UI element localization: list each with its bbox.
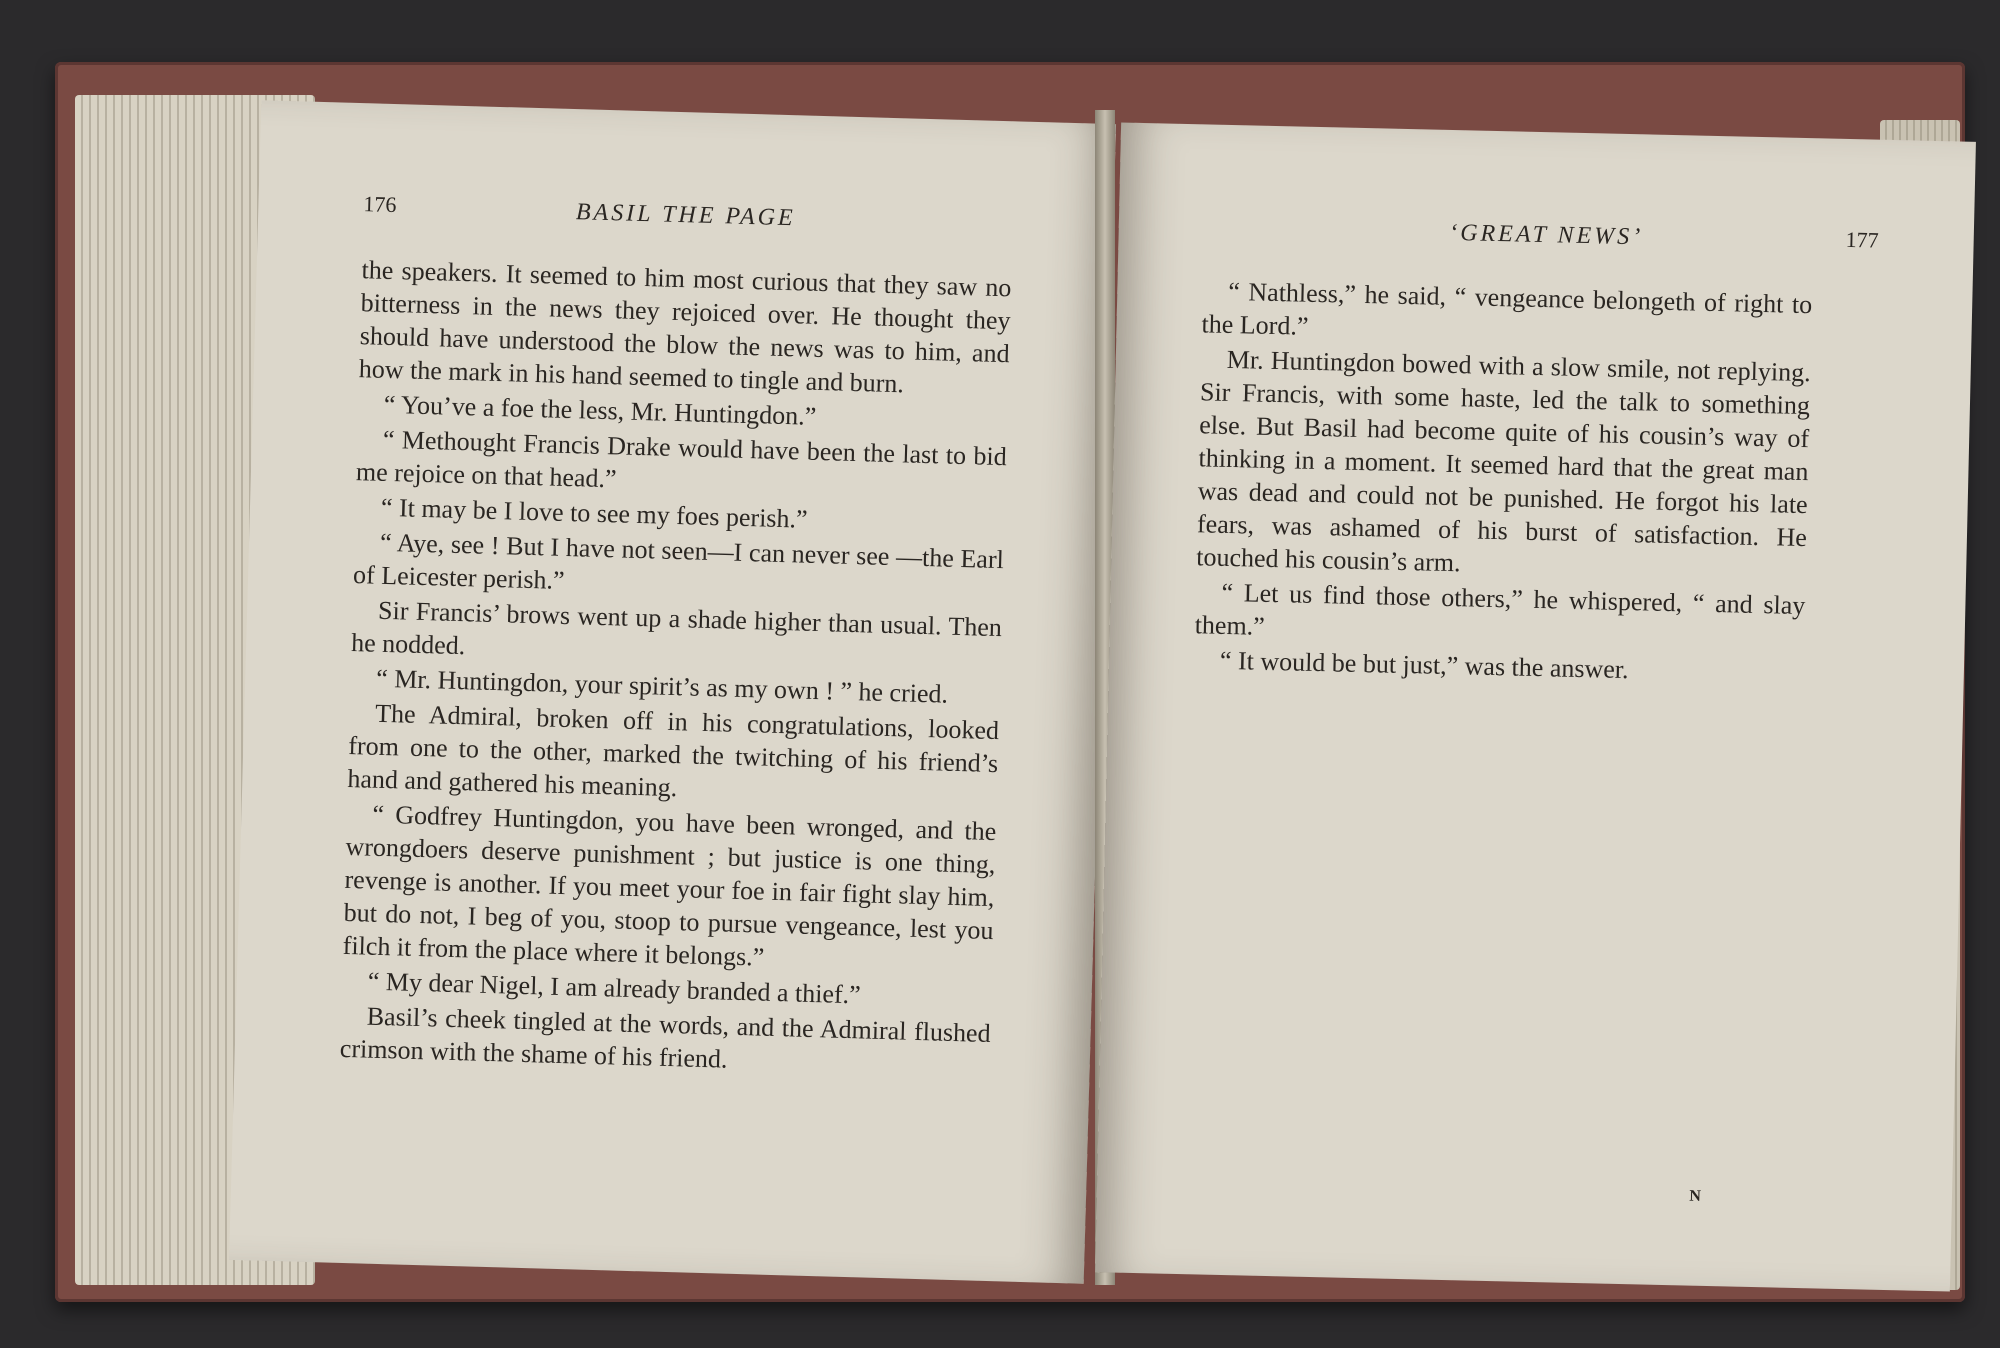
page-number: 176 bbox=[363, 191, 397, 218]
left-page-body bbox=[339, 253, 1011, 1085]
paragraph: Mr. Huntingdon bowed with a slow smile, not replying. Sir Francis, with some haste, led the talk to something else. But Basil had become quite of his cousin’s way of thinking in a moment. It seemed hard that the great man was dead and could not be punished. He forgot his late fears, was ashamed of his burst of satisfaction. He touched his cousin’s arm. bbox=[1195, 344, 1811, 578]
left-page-header bbox=[258, 188, 1114, 252]
paragraph: “ Aye, see ! But I have not seen—I can never see —the Earl of Leicester perish.” bbox=[352, 527, 1005, 595]
running-head: BASIL THE PAGE bbox=[575, 199, 797, 232]
page-number: 177 bbox=[1845, 226, 1879, 253]
paragraph: “ You’ve a foe the less, Mr. Huntingdon.” bbox=[383, 389, 817, 431]
signature-mark: N bbox=[1689, 1187, 1703, 1205]
paragraph: “ It may be I love to see my foes perish.” bbox=[380, 492, 808, 534]
paragraph: “ My dear Nigel, I am already branded a thief.” bbox=[367, 966, 862, 1010]
paragraph: “ Methought Francis Drake would have been the last to bid me rejoice on that head.” bbox=[355, 424, 1008, 494]
paragraph: Basil’s cheek tingled at the words, and the Admiral flushed crimson with the shame of his friend. bbox=[339, 1001, 991, 1074]
right-page-body bbox=[1194, 274, 1813, 692]
running-head: ‘GREAT NEWS’ bbox=[1448, 219, 1644, 251]
paragraph: Sir Francis’ brows went up a shade higher than usual. Then he nodded. bbox=[350, 595, 1003, 661]
paragraph: “ Mr. Huntingdon, your spirit’s as my own ! ” he cried. bbox=[375, 663, 949, 709]
right-page bbox=[1095, 122, 1976, 1291]
paragraph: “ It would be but just,” was the answer. bbox=[1219, 645, 1629, 685]
right-page-header bbox=[1118, 210, 1974, 269]
paragraph: “ Let us find those others,” he whispered, “ and slay them.” bbox=[1194, 577, 1806, 641]
paragraph: “ Nathless,” he said, “ vengeance belongeth of right to the Lord.” bbox=[1201, 276, 1813, 341]
paragraph: the speakers. It seemed to him most curious that they saw no bitterness in the news they rejoiced over. He thought they should have understood the blow the news was to him, and how the mark in his hand seemed to tingle and burn. bbox=[358, 255, 1012, 399]
left-page bbox=[229, 100, 1116, 1283]
paragraph: The Admiral, broken off in his congratulations, looked from one to the other, marked the twitching of his friend’s hand and gathered his meaning. bbox=[347, 698, 1000, 803]
paragraph: “ Godfrey Huntingdon, you have been wronged, and the wrongdoers deserve punishment ; but justice is one thing, revenge is another. If you meet your foe in fair fight slay him, but do not, I beg of you, stoop to pursue vengeance, lest you filch it from the place where it belongs.” bbox=[342, 799, 997, 972]
